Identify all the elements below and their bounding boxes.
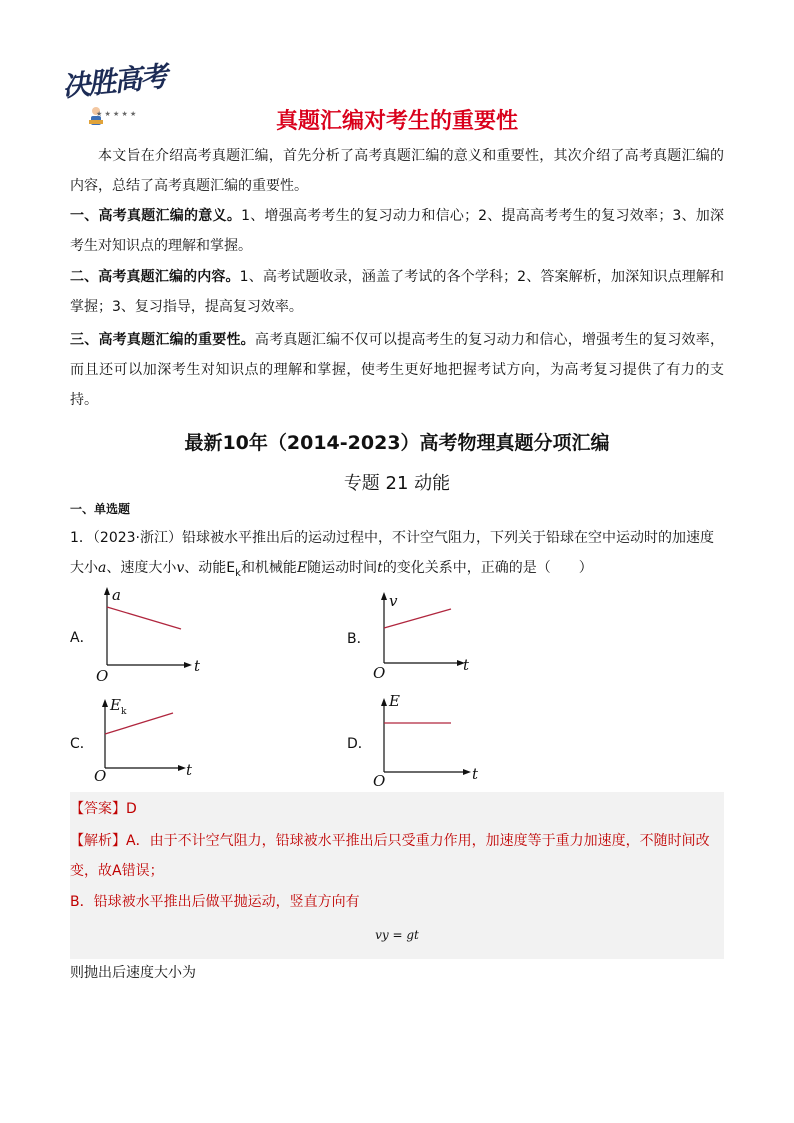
graph-a (70, 585, 210, 685)
intro-paragraph: 本文旨在介绍高考真题汇编，首先分析了高考真题汇编的意义和重要性，其次介绍了高考真题汇编的内容，总结了高考真题汇编的重要性。 (70, 148, 724, 194)
q-text: 1．（2023·浙江）铅球被水平推出后的运动过程中，不计空气阻力，下列关于铅球在空中运动时的加速度大小 (70, 530, 714, 576)
x-axis-arrow (463, 769, 471, 775)
section-3-head: 三、高考真题汇编的重要性。 (70, 332, 255, 348)
option-a[interactable] (70, 585, 270, 695)
q-var-t: t (377, 560, 383, 576)
option-d-label: D． (347, 736, 372, 752)
graph-d-xlabel: t (472, 765, 479, 783)
q-var-v: v (176, 560, 185, 576)
option-a-label: A． (70, 630, 94, 646)
analysis-b: B．铅球被水平推出后做平抛运动，竖直方向有 (70, 894, 360, 910)
q-text: 、动能E (184, 560, 236, 576)
graph-b-ylabel: v (389, 592, 398, 610)
logo-text: 决胜高考 (60, 59, 168, 104)
graph-a-origin: O (96, 667, 109, 685)
section-2-body: 1、高考试题收录，涵盖了考试的各个学科；2、答案解析，加深知识点理解和掌握；3、复习指导，提高复习效率。 (70, 269, 725, 315)
y-axis-arrow (381, 592, 387, 600)
graph-c-ylabel-sub: k (121, 707, 127, 717)
section-2-head: 二、高考真题汇编的内容。 (70, 269, 240, 285)
option-b-label: B． (347, 631, 371, 647)
y-axis-arrow (102, 699, 108, 707)
question-1 (70, 523, 724, 589)
graph-d-ylabel: E (389, 692, 400, 710)
option-c[interactable] (70, 695, 270, 805)
section-3 (70, 325, 724, 415)
q-text: 和机械能 (240, 560, 297, 576)
analysis-a (70, 826, 724, 886)
graph-c-xlabel: t (186, 761, 193, 779)
analysis-head: 【解析】 (70, 833, 126, 849)
section-1 (70, 201, 724, 261)
graph-a-xlabel: t (194, 657, 201, 675)
graph-c-ylabel: E (110, 696, 121, 714)
graph-a-ylabel: a (112, 586, 121, 604)
graph-a-line (107, 607, 181, 629)
option-d[interactable] (347, 690, 547, 800)
y-axis-arrow (381, 698, 387, 706)
page-title: 真题汇编对考生的重要性 (275, 109, 518, 134)
graph-c-origin: O (94, 767, 107, 785)
graph-c (70, 695, 210, 795)
graph-b-xlabel: t (463, 656, 470, 674)
x-axis-arrow (184, 662, 192, 668)
x-axis-arrow (178, 765, 186, 771)
logo-sub: ★ ★ ★ ★ ★ (96, 110, 137, 118)
section-1-body: 1、增强高考考生的复习动力和信心；2、提高高考考生的复习效率；3、加深考生对知识点的理解和掌握。 (70, 208, 724, 254)
graph-b (347, 590, 487, 690)
graph-d-origin: O (373, 772, 386, 790)
equation-vy: vy = gt (375, 928, 419, 942)
q-sub-k: k (235, 567, 241, 579)
section-2 (70, 262, 724, 322)
section-3-body: 高考真题汇编不仅可以提高考生的复习动力和信心，增强考生的复习效率，而且还可以加深考生对知识点的理解和掌握，使考生更好地把握考试方向，为高考复习提供了有力的支持。 (70, 332, 724, 408)
graph-b-line (384, 609, 451, 628)
q-text: 、速度大小 (106, 560, 177, 576)
answer: 【答案】D (70, 801, 137, 817)
section-1-head: 一、高考真题汇编的意义。 (70, 208, 242, 224)
topic-heading: 专题 21 动能 (343, 473, 451, 494)
graph-d (347, 690, 487, 790)
collection-heading: 最新10年（2014-2023）高考物理真题分项汇编 (184, 432, 610, 454)
analysis-a-text: A．由于不计空气阻力，铅球被水平推出后只受重力作用，加速度等于重力加速度，不随时间改变，故A错误； (70, 833, 710, 879)
q-var-E: E (296, 560, 308, 576)
q-text: 随运动时间 (307, 560, 378, 576)
q-text: 的变化关系中，正确的是（ ） (382, 560, 593, 576)
graph-b-origin: O (373, 664, 386, 682)
q-var-a: a (98, 560, 107, 576)
section-label: 一、单选题 (70, 502, 131, 516)
option-c-label: C． (70, 736, 94, 752)
y-axis-arrow (104, 587, 110, 595)
graph-c-line (105, 713, 173, 734)
option-b[interactable] (347, 590, 547, 700)
continuation-text: 则抛出后速度大小为 (70, 965, 196, 981)
